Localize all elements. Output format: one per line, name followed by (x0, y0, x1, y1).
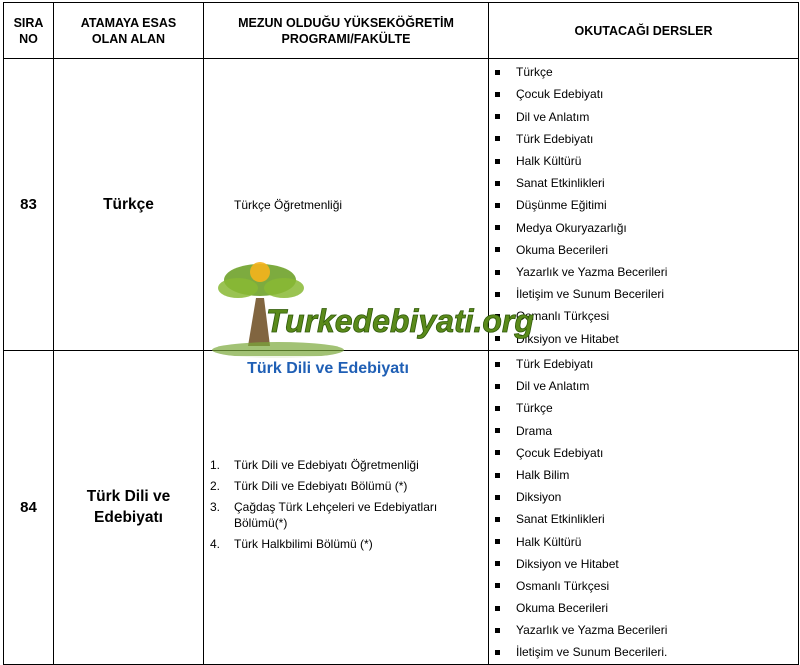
course-name: Halk Kültürü (516, 154, 582, 169)
program-number: 2. (210, 479, 221, 494)
course-item (495, 217, 798, 239)
course-item (495, 261, 798, 283)
bullet-icon (495, 495, 500, 500)
course-item (495, 353, 798, 375)
course-item (495, 128, 798, 150)
bullet-icon (495, 225, 500, 230)
bullet-icon (495, 428, 500, 433)
course-name: Okuma Becerileri (516, 242, 609, 257)
course-item (495, 305, 798, 327)
course-name: Okuma Becerileri (516, 601, 609, 616)
table-row (4, 351, 799, 665)
course-name: Dil ve Anlatım (516, 379, 590, 394)
bullet-icon (495, 561, 500, 566)
course-item (495, 508, 798, 530)
row-dersler (489, 351, 799, 665)
course-item (495, 194, 798, 216)
course-name: Sanat Etkinlikleri (516, 176, 605, 191)
course-name: Sanat Etkinlikleri (516, 512, 605, 527)
program-number: 3. (210, 500, 221, 515)
program-name: Türk Dili ve Edebiyatı Bölümü (*) (234, 479, 408, 494)
bullet-icon (495, 114, 500, 119)
logo-text: Turkedebiyati.org (266, 303, 534, 339)
bullet-icon (495, 203, 500, 208)
course-item (495, 239, 798, 261)
course-name: Türk Edebiyatı (516, 131, 594, 146)
course-name: Türkçe (516, 65, 553, 80)
course-name: İletişim ve Sunum Becerileri. (516, 645, 668, 660)
bullet-icon (495, 92, 500, 97)
bullet-icon (495, 159, 500, 164)
bullet-icon (495, 181, 500, 186)
course-item (495, 83, 798, 105)
course-item (495, 283, 798, 305)
program-list (204, 457, 488, 552)
course-item (495, 375, 798, 397)
logo-tagline: Türk Dili ve Edebiyatı (247, 360, 409, 377)
bullet-icon (495, 292, 500, 297)
course-name: Yazarlık ve Yazma Becerileri (516, 623, 668, 638)
turkedebiyati-logo-watermark (208, 258, 534, 384)
row-alan: Türk Dili ve Edebiyatı (54, 351, 204, 665)
course-item (495, 486, 798, 508)
header-program: MEZUN OLDUĞU YÜKSEKÖĞRETİM PROGRAMI/FAKÜLTE (204, 3, 489, 59)
program-item (204, 536, 480, 552)
course-name: İletişim ve Sunum Becerileri (516, 287, 665, 302)
program-name: Türk Dili ve Edebiyatı Öğretmenliği (234, 458, 419, 473)
course-item (495, 531, 798, 553)
course-name: Halk Bilim (516, 467, 570, 482)
course-name: Çocuk Edebiyatı (516, 87, 604, 102)
course-name: Diksiyon (516, 490, 562, 505)
course-name: Osmanlı Türkçesi (516, 309, 610, 324)
course-item (495, 172, 798, 194)
bullet-icon (495, 473, 500, 478)
bullet-icon (495, 362, 500, 367)
header-dersler: OKUTACAĞI DERSLER (489, 3, 799, 59)
course-name: Osmanlı Türkçesi (516, 578, 610, 593)
course-list (489, 351, 798, 664)
program-name: Çağdaş Türk Lehçeleri ve Edebiyatları Bölümü(*) (234, 500, 438, 531)
course-item (495, 442, 798, 464)
course-item (495, 641, 798, 663)
course-item (495, 328, 798, 350)
course-item (495, 597, 798, 619)
course-name: Türk Edebiyatı (516, 357, 594, 371)
course-name: Türkçe (516, 401, 553, 416)
program-text: Türkçe Öğretmenliği (234, 197, 343, 212)
header-sira-no: SIRA NO (4, 3, 54, 59)
course-name: Drama (516, 423, 553, 438)
program-item (204, 478, 480, 494)
bullet-icon (495, 539, 500, 544)
bullet-icon (495, 384, 500, 389)
bullet-icon (495, 270, 500, 275)
course-item (495, 575, 798, 597)
program-item (204, 457, 480, 473)
bullet-icon (495, 650, 500, 655)
header-alan: ATAMAYA ESAS OLAN ALAN (54, 3, 204, 59)
course-name: Çocuk Edebiyatı (516, 445, 604, 460)
program-number: 4. (210, 537, 221, 552)
program-item (204, 499, 480, 531)
course-item (495, 553, 798, 575)
course-name: Halk Kültürü (516, 534, 582, 549)
program-number: 1. (210, 458, 221, 473)
bullet-icon (495, 450, 500, 455)
row-number: 83 (4, 59, 54, 351)
bullet-icon (495, 517, 500, 522)
row-alan: Türkçe (54, 59, 204, 351)
table-header-row (4, 3, 799, 59)
course-list (489, 59, 798, 349)
course-item (495, 619, 798, 641)
bullet-icon (495, 628, 500, 633)
course-name: Düşünme Eğitimi (516, 198, 607, 213)
course-item (495, 464, 798, 486)
bullet-icon (495, 583, 500, 588)
course-name: Diksiyon ve Hitabet (516, 556, 619, 571)
bullet-icon (495, 136, 500, 141)
row-program (204, 351, 489, 665)
bullet-icon (495, 606, 500, 611)
bullet-icon (495, 406, 500, 411)
course-item (495, 150, 798, 172)
program-name: Türk Halkbilimi Bölümü (*) (234, 537, 373, 552)
row-dersler (489, 59, 799, 351)
course-item (495, 397, 798, 419)
course-item (495, 420, 798, 442)
course-item (495, 61, 798, 83)
course-name: Medya Okuryazarlığı (516, 220, 627, 235)
course-name: Yazarlık ve Yazma Becerileri (516, 264, 668, 279)
course-item (495, 106, 798, 128)
row-number: 84 (4, 351, 54, 665)
bullet-icon (495, 247, 500, 252)
course-name: Diksiyon ve Hitabet (516, 331, 619, 346)
course-name: Dil ve Anlatım (516, 109, 590, 124)
bullet-icon (495, 70, 500, 75)
